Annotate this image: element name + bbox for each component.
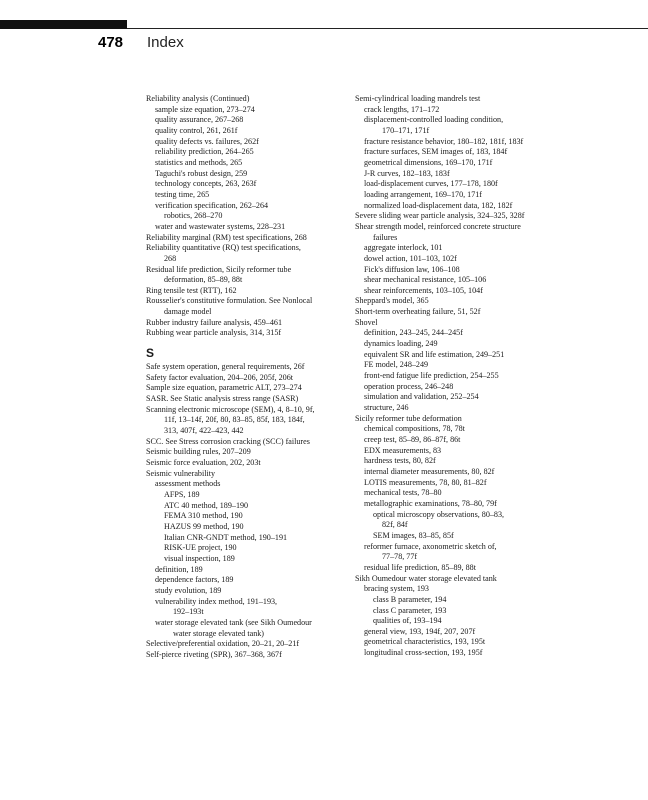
index-entry: Reliability marginal (RM) test specifications, 268 (146, 232, 307, 242)
index-subentry: shear mechanical resistance, 105–106 (364, 275, 487, 285)
index-subentry: fracture resistance behavior, 180–182, 181f, 183f (364, 136, 524, 146)
index-subentry: damage model (164, 307, 212, 317)
index-subentry: testing time, 265 (155, 189, 210, 199)
index-subentry: verification specification, 262–264 (155, 200, 269, 210)
index-subentry: technology concepts, 263, 263f (155, 179, 257, 189)
index-subentry: 82f, 84f (382, 520, 408, 530)
index-subentry: water storage elevated tank) (173, 628, 265, 638)
index-subentry: load-displacement curves, 177–178, 180f (364, 179, 498, 189)
index-entry: Safety factor evaluation, 204–206, 205f, 206t (146, 372, 293, 382)
page-number: 478 (98, 34, 124, 51)
running-head-title: Index (147, 34, 184, 51)
index-subentry: class B parameter, 194 (373, 594, 447, 604)
index-subentry: vulnerability index method, 191–193, (155, 596, 278, 606)
index-subentry: residual life prediction, 85–89, 88t (364, 562, 476, 572)
index-subentry: shear reinforcements, 103–105, 104f (364, 285, 483, 295)
header-rule (127, 28, 648, 29)
index-entry: Shovel (355, 317, 378, 327)
index-subentry: bracing system, 193 (364, 584, 429, 594)
index-entry: Scanning electronic microscope (SEM), 4, 8–10, 9f, (146, 404, 315, 414)
index-entry: Rubbing wear particle analysis, 314, 315f (146, 328, 282, 338)
index-subentry: aggregate interlock, 101 (364, 243, 443, 253)
header-black-bar (0, 20, 127, 29)
index-subentry: reliability prediction, 264–265 (155, 147, 254, 157)
index-subentry: deformation, 85–89, 88t (164, 275, 243, 285)
index-subentry: creep test, 85–89, 86–87f, 86t (364, 435, 461, 444)
index-entry: Reliability quantitative (RQ) test specifications, (146, 243, 301, 253)
index-subentry: longitudinal cross-section, 193, 195f (364, 648, 483, 658)
index-subentry: 313, 407f, 422–423, 442 (164, 426, 244, 436)
index-subentry: crack lengths, 171–172 (364, 104, 440, 114)
index-subentry: study evolution, 189 (155, 585, 222, 595)
index-subentry: J-R curves, 182–183, 183f (364, 168, 450, 178)
index-subentry: quality defects vs. failures, 262f (155, 136, 259, 146)
index-entry: Short-term overheating failure, 51, 52f (355, 307, 481, 317)
index-entry: Severe sliding wear particle analysis, 324–325, 328f (355, 211, 525, 221)
index-subentry: Fick's diffusion law, 106–108 (364, 264, 460, 274)
index-subentry: 77–78, 77f (382, 552, 418, 562)
index-subentry: 170–171, 171f (382, 125, 430, 135)
index-entry: Selective/preferential oxidation, 20–21, 20–21f (146, 639, 300, 649)
index-subentry: geometrical characteristics, 193, 195t (364, 637, 486, 647)
index-subentry: normalized load-displacement data, 182, 182f (364, 200, 513, 210)
index-entry: Rousselier's constitutive formulation. See Nonlocal (146, 296, 313, 306)
index-subentry: statistics and methods, 265 (155, 157, 243, 167)
index-column-right (355, 94, 575, 659)
index-entry: Self-pierce riveting (SPR), 367–368, 367f (146, 649, 282, 659)
index-subentry: FEMA 310 method, 190 (164, 511, 243, 521)
index-entry: Shear strength model, reinforced concrete structure (355, 221, 521, 231)
index-subentry: qualities of, 193–194 (373, 616, 442, 626)
index-subentry: Taguchi's robust design, 259 (155, 168, 248, 178)
index-subentry: AFPS, 189 (164, 489, 200, 499)
index-entry: Rubber industry failure analysis, 459–461 (146, 317, 282, 327)
index-entry: Sikh Oumedour water storage elevated tank (355, 573, 497, 583)
index-subentry: definition, 243–245, 244–245f (364, 328, 463, 338)
index-subentry: LOTIS measurements, 78, 80, 81–82f (364, 477, 487, 487)
index-entry: SASR. See Static analysis stress range (SASR) (146, 394, 299, 404)
index-entry: Safe system operation, general requirements, 26f (146, 362, 305, 372)
index-entry: SCC. See Stress corrosion cracking (SCC) failures (146, 436, 310, 446)
index-subentry: SEM images, 83–85, 85f (373, 530, 454, 540)
index-entry: Ring tensile test (RTT), 162 (146, 285, 237, 295)
index-subentry: reformer furnace, axonometric sketch of, (364, 541, 497, 551)
index-subentry: quality control, 261, 261f (155, 125, 238, 135)
index-entry: Sample size equation, parametric ALT, 273–274 (146, 383, 302, 393)
index-subentry: equivalent SR and life estimation, 249–251 (364, 349, 505, 359)
index-subentry: front-end fatigue life prediction, 254–255 (364, 371, 499, 381)
index-subentry: EDX measurements, 83 (364, 445, 442, 455)
index-subentry: HAZUS 99 method, 190 (164, 521, 244, 531)
index-subentry: operation process, 246–248 (364, 381, 454, 391)
index-subentry: chemical compositions, 78, 78t (364, 424, 465, 434)
index-entry: Seismic force evaluation, 202, 203t (146, 458, 261, 467)
index-entry: Seismic building rules, 207–209 (146, 447, 251, 457)
index-subentry: dowel action, 101–103, 102f (364, 253, 457, 263)
index-subentry: displacement-controlled loading condition, (364, 115, 504, 125)
index-column-left (146, 94, 366, 660)
index-subentry: mechanical tests, 78–80 (364, 488, 442, 498)
index-subentry: geometrical dimensions, 169–170, 171f (364, 157, 493, 167)
index-subentry: class C parameter, 193 (373, 605, 447, 615)
index-subentry: assessment methods (155, 479, 221, 489)
index-entry: Semi-cylindrical loading mandrels test (355, 94, 481, 103)
index-subentry: 192–193t (173, 607, 204, 617)
index-subentry: sample size equation, 273–274 (155, 104, 255, 114)
index-subentry: visual inspection, 189 (164, 553, 235, 563)
index-subentry: water and wastewater systems, 228–231 (155, 221, 286, 231)
index-subentry: internal diameter measurements, 80, 82f (364, 466, 495, 476)
index-subentry: structure, 246 (364, 403, 409, 413)
index-subentry: failures (373, 232, 398, 242)
index-subentry: FE model, 248–249 (364, 360, 429, 370)
index-subentry: loading arrangement, 169–170, 171f (364, 189, 483, 199)
index-subentry: Italian CNR-GNDT method, 190–191 (164, 532, 288, 542)
index-subentry: robotics, 268–270 (164, 211, 223, 221)
index-subentry: RISK-UE project, 190 (164, 543, 237, 553)
index-subentry: water storage elevated tank (see Sikh Oumedour (155, 617, 312, 627)
index-subentry: general view, 193, 194f, 207, 207f (364, 626, 476, 636)
index-entry: Reliability analysis (Continued) (146, 94, 250, 103)
index-subentry: simulation and validation, 252–254 (364, 392, 479, 402)
section-letter: S (146, 346, 155, 361)
index-subentry: 268 (164, 253, 177, 263)
index-entry: Sicily reformer tube deformation (355, 413, 462, 423)
index-entry: Seismic vulnerability (146, 468, 216, 478)
index-subentry: definition, 189 (155, 564, 203, 574)
index-entry: Residual life prediction, Sicily reformer tube (146, 264, 292, 274)
index-subentry: hardness tests, 80, 82f (364, 456, 436, 466)
index-subentry: fracture surfaces, SEM images of, 183, 184f (364, 147, 508, 157)
index-subentry: dynamics loading, 249 (364, 339, 438, 349)
index-subentry: metallographic examinations, 78–80, 79f (364, 498, 497, 508)
index-subentry: dependence factors, 189 (155, 575, 234, 585)
index-subentry: quality assurance, 267–268 (155, 115, 244, 125)
index-subentry: optical microscopy observations, 80–83, (373, 509, 505, 519)
index-subentry: 11f, 13–14f, 20f, 80, 83–85, 85f, 183, 184f, (164, 415, 305, 425)
index-entry: Sheppard's model, 365 (355, 296, 429, 306)
index-subentry: ATC 40 method, 189–190 (164, 500, 249, 510)
